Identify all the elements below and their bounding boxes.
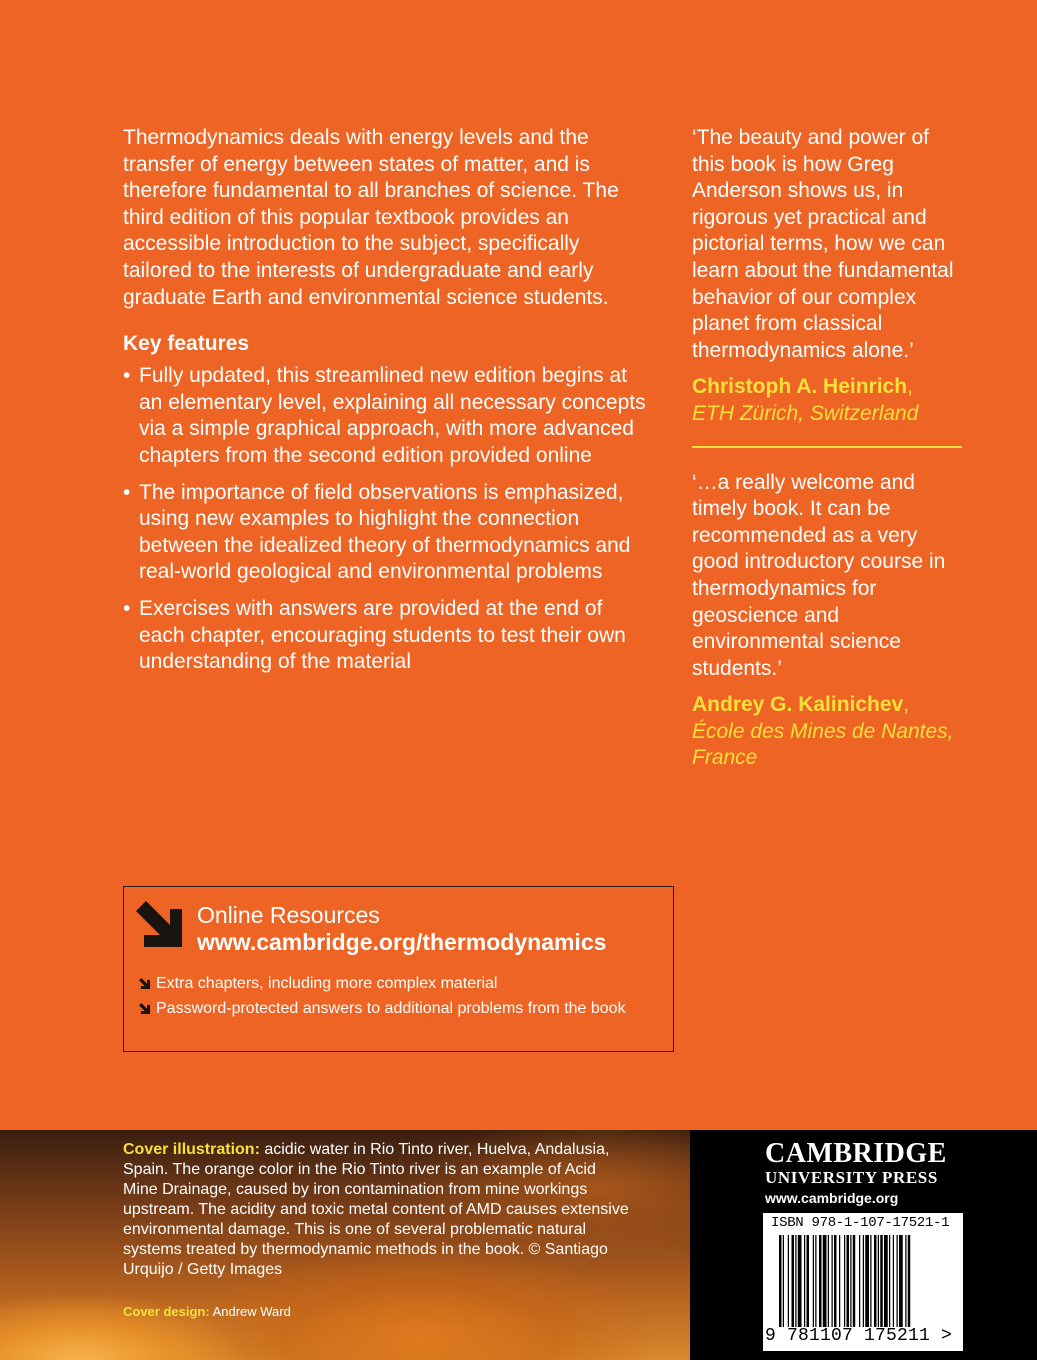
quote-affiliation: École des Mines de Nantes, France bbox=[692, 719, 954, 770]
endorsement-1 bbox=[692, 125, 962, 428]
book-description bbox=[123, 125, 653, 686]
quote-divider bbox=[692, 446, 962, 448]
resources-title: Online Resources bbox=[197, 902, 380, 928]
resource-item: Extra chapters, including more complex material bbox=[139, 974, 659, 994]
bullet-icon: • bbox=[123, 596, 131, 620]
resources-list bbox=[139, 974, 659, 1024]
arrow-down-right-icon bbox=[139, 1003, 151, 1015]
quote-author: Christoph A. Heinrich, bbox=[692, 375, 913, 399]
resources-url[interactable]: www.cambridge.org/thermodynamics bbox=[197, 929, 607, 955]
feature-item bbox=[123, 596, 653, 676]
isbn-barcode bbox=[763, 1213, 963, 1351]
quote-text: ‘…a really welcome and timely book. It can be recommended as a very good introductory course in thermodynamics for geoscience and environmental science students.’ bbox=[692, 470, 946, 680]
publisher-url[interactable]: www.cambridge.org bbox=[765, 1190, 899, 1206]
bullet-icon: • bbox=[123, 480, 131, 504]
cover-illustration-credit: Cover illustration: acidic water in Rio Tinto river, Huelva, Andalusia, Spain. The orange color in the Rio Tinto river is an example of Acid Mine Drainage, caused by iron contamination from mine workings upstream. The acidity and toxic metal content of AMD causes extensive environmental damage. This is one of several problematic natural systems treated by thermodynamic methods in the book. © Santiago Urquijo / Getty Images bbox=[123, 1141, 629, 1278]
feature-text: Fully updated, this streamlined new edition begins at an elementary level, explaining all necessary concepts via a simple graphical approach, with more advanced chapters from the second edition provided online bbox=[139, 364, 646, 467]
quote-affiliation: ETH Zürich, Switzerland bbox=[692, 401, 919, 425]
arrow-down-right-icon bbox=[139, 978, 151, 990]
feature-text: The importance of field observations is emphasized, using new examples to highlight the connection between the idealized theory of thermodynamics and real-world geological and environmental problems bbox=[139, 480, 631, 584]
publisher-name: CAMBRIDGE bbox=[765, 1138, 947, 1169]
description-intro: Thermodynamics deals with energy levels and the transfer of energy between states of matter, and is therefore fundamental to all branches of science. The third edition of this popular textbook provides an accessible introduction to the subject, specifically tailored to the interests of undergraduate and early graduate Earth and environmental science students. bbox=[123, 126, 619, 309]
cover-design-credit: Cover design: Andrew Ward bbox=[123, 1304, 291, 1319]
resource-item: Password-protected answers to additional problems from the book bbox=[139, 999, 659, 1019]
online-resources-box bbox=[123, 886, 674, 1052]
cover-photo-strip bbox=[0, 1130, 690, 1360]
bullet-icon: • bbox=[123, 364, 131, 388]
key-features-list bbox=[123, 363, 653, 676]
feature-text: Exercises with answers are provided at the end of each chapter, encouraging students to test their own understanding of the material bbox=[139, 596, 626, 674]
quote-author: Andrey G. Kalinichev, bbox=[692, 693, 910, 717]
barcode-number: 9 781107 175211 > bbox=[765, 1326, 953, 1346]
endorsement-2 bbox=[692, 470, 962, 773]
barcode-icon bbox=[779, 1235, 957, 1327]
quote-text: ‘The beauty and power of this book is how Greg Anderson shows us, in rigorous yet practical and pictorial terms, how we can learn about the fundamental behavior of our complex planet from classical thermodynamics alone.’ bbox=[692, 126, 954, 362]
arrow-down-right-icon bbox=[136, 901, 186, 951]
endorsements bbox=[692, 125, 962, 772]
feature-item bbox=[123, 480, 653, 586]
isbn-label: ISBN 978-1-107-17521-1 bbox=[771, 1215, 950, 1231]
key-features-heading: Key features bbox=[123, 332, 250, 356]
feature-item bbox=[123, 363, 653, 469]
publisher-press: UNIVERSITY PRESS bbox=[765, 1168, 938, 1187]
